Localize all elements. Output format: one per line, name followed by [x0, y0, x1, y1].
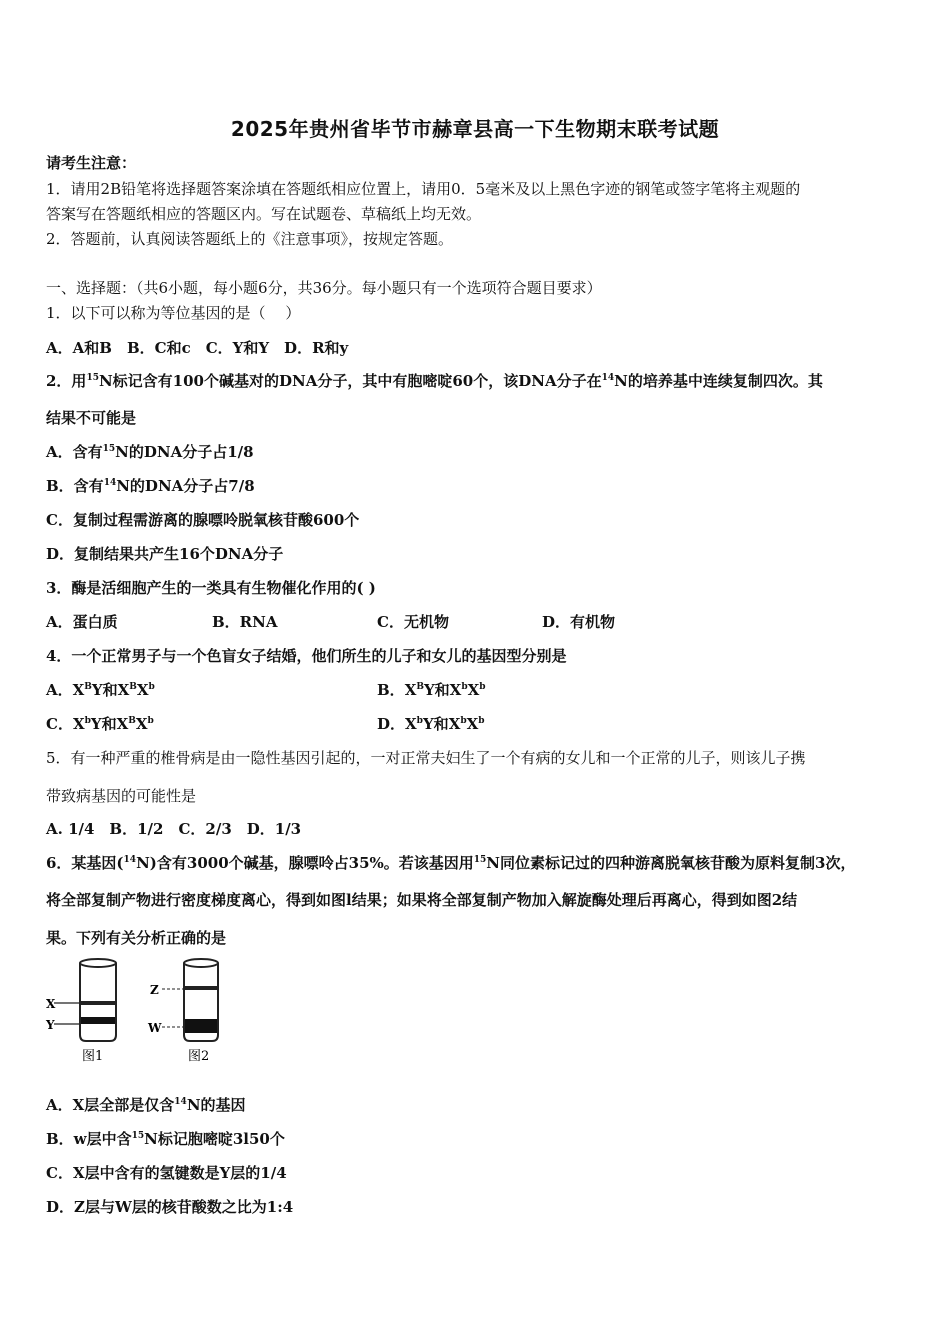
tube-2: [147, 959, 218, 1064]
q6-option-a: A．X层全部是仅含$^{14}$N的基因: [46, 1096, 246, 1114]
q5-stem: 5．有一种严重的椎骨病是由一隐性基因引起的，一对正常夫妇生了一个有病的女儿和一个正常的儿子，则该儿子携: [46, 749, 806, 767]
q2-option-b: B．含有$^{14}$N的DNA分子占7/8: [46, 477, 255, 495]
q6-stem: 6．某基因($^{14}$N)含有3000个碱基，腺嘌呤占35%。若该基因用$^{15}$N同位素标记过的四种游离脱氧核苷酸为原料复制3次，: [46, 854, 856, 872]
tube-1: [45, 959, 116, 1064]
notice-heading: 请考生注意：: [46, 154, 137, 172]
q4-option-a: A．$X^BY$和$X^BX^b$: [46, 681, 155, 699]
notice-item-2: 2．答题前，认真阅读答题纸上的《注意事项》，按规定答题。: [46, 230, 454, 248]
q4-option-b: B．$X^BY$和$X^bX^b$: [377, 681, 486, 699]
q1-stem: 1．以下可以称为等位基因的是（ ）: [46, 304, 301, 322]
q6-stem-3: 果。下列有关分析正确的是: [46, 929, 227, 947]
notice-item-1b: 答案写在答题纸相应的答题区内。写在试题卷、草稿纸上均无效。: [46, 205, 482, 223]
q5-options: A. 1/4 B．1/2 C．2/3 D．1/3: [46, 820, 302, 838]
q3-option-d: D．有机物: [542, 613, 616, 631]
q2-option-c: C．复制过程需游离的腺嘌呤脱氧核苷酸600个: [46, 511, 360, 529]
caption-1: 图1: [82, 1049, 104, 1064]
q4-stem: 4．一个正常男子与一个色盲女子结婚，他们所生的儿子和女儿的基因型分别是: [46, 647, 567, 665]
q3-option-a: A．蛋白质: [46, 613, 118, 631]
q4-option-c: C．$X^bY$和$X^BX^b$: [46, 715, 154, 733]
band-x: [81, 1001, 115, 1005]
q5-stem-2: 带致病基因的可能性是: [46, 787, 197, 805]
q6-option-c: C．X层中含有的氢键数是Y层的1/4: [46, 1164, 287, 1182]
q6-option-d: D．Z层与W层的核苷酸数之比为1:4: [46, 1198, 294, 1216]
band-y: [81, 1017, 115, 1024]
section-heading: 一、选择题：（共6小题，每小题6分，共36分。每小题只有一个选项符合题目要求）: [46, 279, 602, 297]
q1-options: A．A和B B．C和c C．Y和Y D．R和y: [46, 339, 349, 357]
caption-2: 图2: [188, 1049, 210, 1064]
notice-item-1a: 1．请用2B铅笔将选择题答案涂填在答题纸相应位置上，请用0．5毫米及以上黑色字迹的钢笔或签字笔将主观题的: [46, 180, 801, 198]
q3-option-b: B．RNA: [212, 613, 278, 631]
label-x: X: [46, 997, 56, 1011]
label-z: Z: [150, 983, 159, 997]
q2-stem: 2．用$^{15}$N标记含有100个碱基对的DNA分子，其中有胞嘧啶60个，该DNA分子在$^{14}$N的培养基中连续复制四次。其: [46, 372, 823, 390]
centrifuge-figure: [40, 953, 240, 1068]
q6-stem-2: 将全部复制产物进行密度梯度离心，得到如图l结果；如果将全部复制产物加入解旋酶处理后再离心，得到如图2结: [46, 891, 798, 909]
band-w: [185, 1019, 217, 1033]
label-y: Y: [46, 1018, 55, 1032]
q2-stem-2: 结果不可能是: [46, 409, 137, 427]
q2-option-d: D．复制结果共产生16个DNA分子: [46, 545, 284, 563]
q6-option-b: B．w层中含$^{15}$N标记胞嘧啶3l50个: [46, 1130, 285, 1148]
q3-option-c: C．无机物: [377, 613, 449, 631]
label-w: W: [148, 1021, 162, 1035]
band-z: [185, 986, 217, 990]
q3-stem: 3．酶是活细胞产生的一类具有生物催化作用的( ): [46, 579, 376, 597]
q2-option-a: A．含有$^{15}$N的DNA分子占1/8: [46, 443, 254, 461]
q4-option-d: D．$X^bY$和$X^bX^b$: [377, 715, 485, 733]
page-title: 2025年贵州省毕节市赫章县高一下生物期末联考试题: [230, 117, 720, 141]
